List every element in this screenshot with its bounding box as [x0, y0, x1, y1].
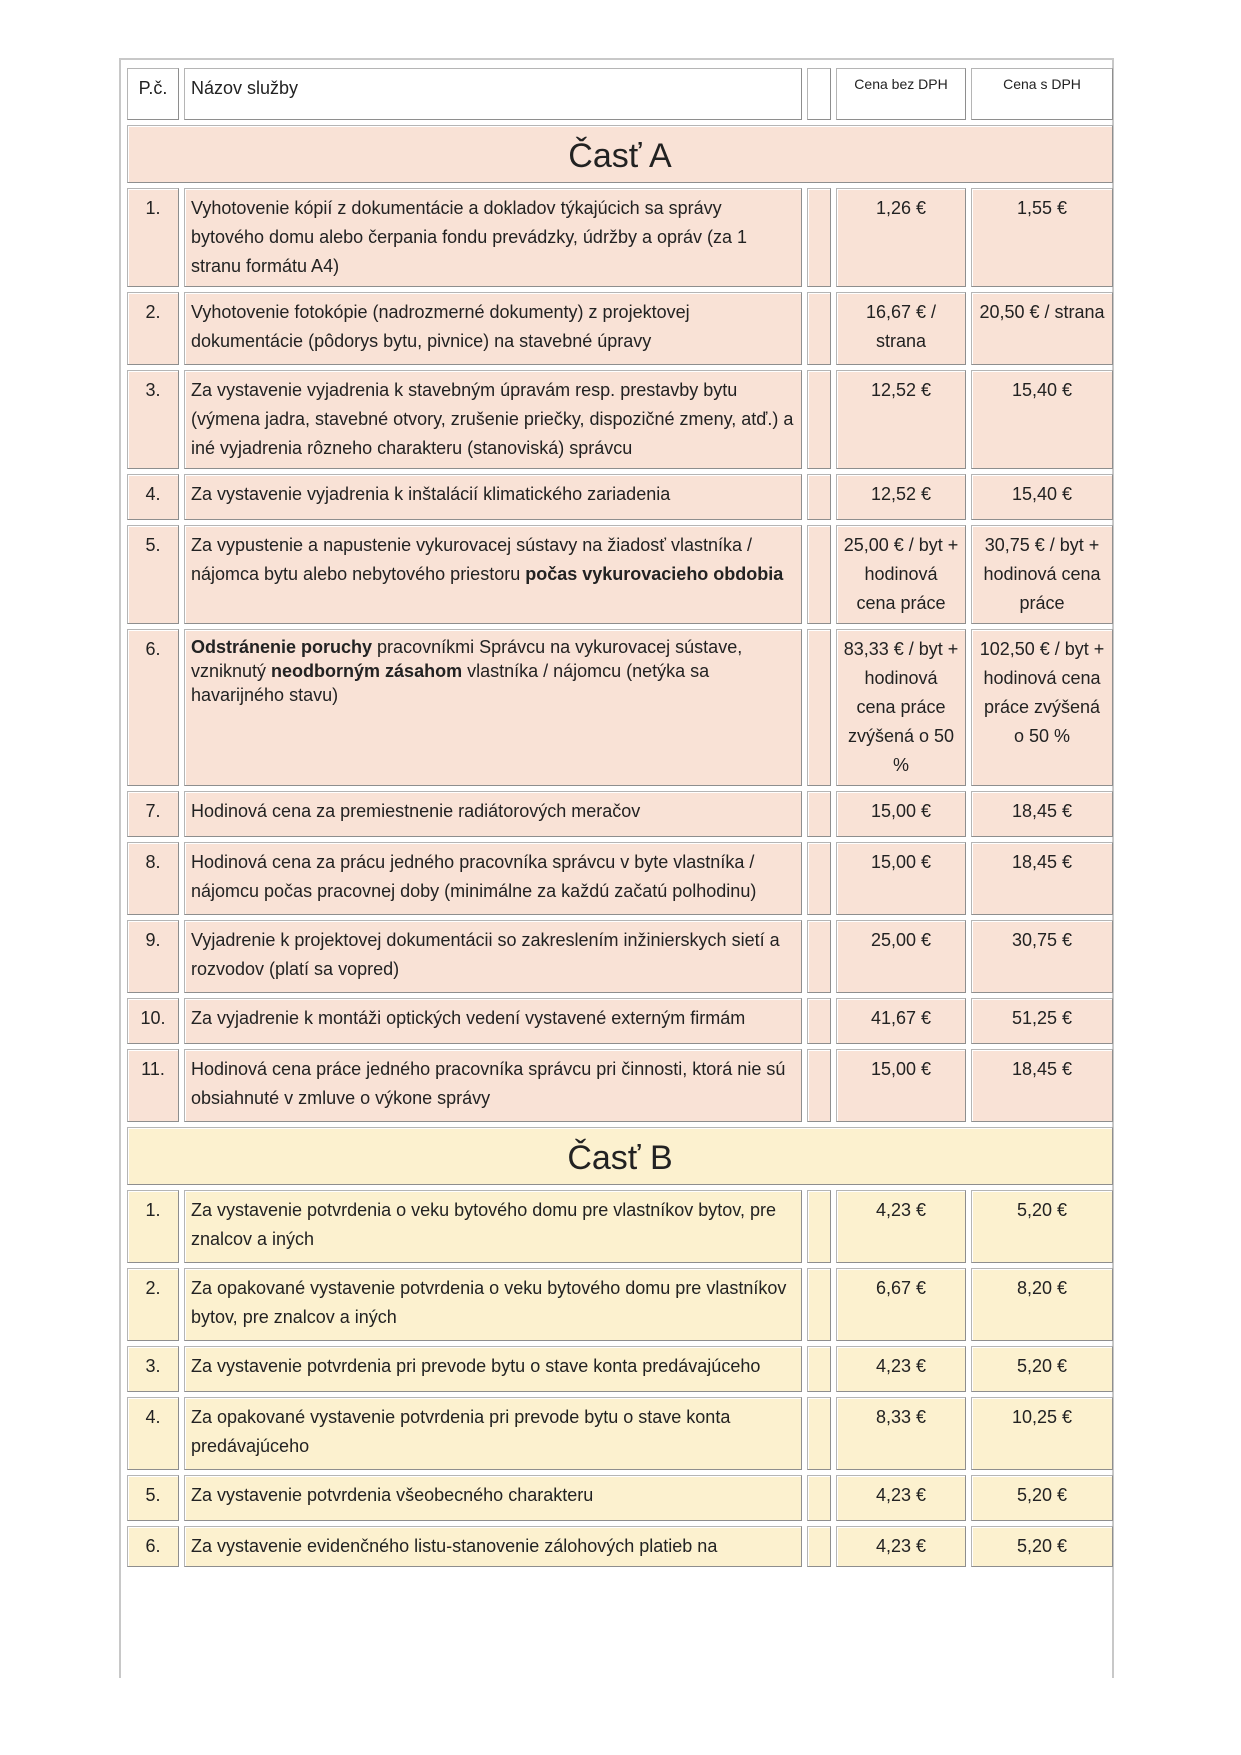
row-price-ex: 25,00 € / byt + hodinová cena práce — [836, 525, 966, 624]
row-price-inc: 51,25 € — [971, 998, 1113, 1044]
row-num: 9. — [127, 920, 179, 993]
row-price-inc: 5,20 € — [971, 1346, 1113, 1392]
row-price-ex: 1,26 € — [836, 188, 966, 287]
row-price-inc: 10,25 € — [971, 1397, 1113, 1470]
table-row — [127, 629, 1113, 786]
row-name-emphasis: počas vykurovacieho obdobia — [525, 564, 784, 584]
row-name: Za vystavenie potvrdenia pri prevode bytu o stave konta predávajúceho — [184, 1346, 802, 1392]
row-price-ex: 4,23 € — [836, 1475, 966, 1521]
header-row — [127, 68, 1113, 120]
row-price-ex: 15,00 € — [836, 842, 966, 915]
row-num: 11. — [127, 1049, 179, 1122]
row-name: Za vystavenie potvrdenia o veku bytového domu pre vlastníkov bytov, pre znalcov a iných — [184, 1190, 802, 1263]
row-price-inc: 20,50 € / strana — [971, 292, 1113, 365]
row-num: 4. — [127, 474, 179, 520]
row-num: 7. — [127, 791, 179, 837]
row-name-text: vlastníka / nájomcu (netýka sa havarijného stavu) — [191, 661, 710, 705]
row-price-ex: 12,52 € — [836, 474, 966, 520]
row-spacer — [807, 842, 831, 915]
row-name-text: pracovníkmi Správcu na vykurovacej sústave, vzniknutý — [191, 637, 743, 681]
row-name: Hodinová cena za prácu jedného pracovníka správcu v byte vlastníka / nájomcu počas pracovnej doby (minimálne za každú začatú polhodinu) — [184, 842, 802, 915]
table-row — [127, 791, 1113, 837]
row-price-inc: 102,50 € / byt + hodinová cena práce zvýšená o 50 % — [971, 629, 1113, 786]
table-row — [127, 1475, 1113, 1521]
row-num: 1. — [127, 1190, 179, 1263]
row-num: 6. — [127, 1526, 179, 1567]
table-row — [127, 525, 1113, 624]
row-name: Za vystavenie vyjadrenia k stavebným úpravám resp. prestavby bytu (výmena jadra, stavebné otvory, zrušenie priečky, dispozičné zmeny, atď.) a iné vyjadrenia rôzneho charakteru (stanoviská) správcu — [184, 370, 802, 469]
section-b-title: Časť B — [127, 1127, 1113, 1185]
row-num: 2. — [127, 1268, 179, 1341]
row-name: Hodinová cena za premiestnenie radiátorových meračov — [184, 791, 802, 837]
row-spacer — [807, 525, 831, 624]
row-name: Za vyjadrenie k montáži optických vedení vystavené externým firmám — [184, 998, 802, 1044]
table-row — [127, 370, 1113, 469]
row-num: 6. — [127, 629, 179, 786]
table-row — [127, 1397, 1113, 1470]
row-spacer — [807, 920, 831, 993]
row-price-ex: 83,33 € / byt + hodinová cena práce zvýšená o 50 % — [836, 629, 966, 786]
row-price-ex: 6,67 € — [836, 1268, 966, 1341]
row-price-ex: 41,67 € — [836, 998, 966, 1044]
table-row — [127, 1190, 1113, 1263]
table-row — [127, 474, 1113, 520]
row-spacer — [807, 998, 831, 1044]
header-spacer — [807, 68, 831, 120]
row-spacer — [807, 1049, 831, 1122]
row-spacer — [807, 370, 831, 469]
row-name: Za vystavenie vyjadrenia k inštalácií klimatického zariadenia — [184, 474, 802, 520]
row-name — [184, 525, 802, 624]
row-spacer — [807, 1346, 831, 1392]
row-num: 4. — [127, 1397, 179, 1470]
row-name: Za vystavenie potvrdenia všeobecného charakteru — [184, 1475, 802, 1521]
row-price-inc: 30,75 € / byt + hodinová cena práce — [971, 525, 1113, 624]
row-name — [184, 629, 802, 786]
row-price-ex: 16,67 € / strana — [836, 292, 966, 365]
section-a-title: Časť A — [127, 125, 1113, 183]
row-name: Za vystavenie evidenčného listu-stanovenie zálohových platieb na — [184, 1526, 802, 1567]
table-row — [127, 920, 1113, 993]
header-num: P.č. — [127, 68, 179, 120]
table-row — [127, 1268, 1113, 1341]
row-price-inc: 15,40 € — [971, 474, 1113, 520]
row-num: 3. — [127, 370, 179, 469]
price-list-table — [122, 63, 1118, 1572]
row-name: Hodinová cena práce jedného pracovníka správcu pri činnosti, ktorá nie sú obsiahnuté v zmluve o výkone správy — [184, 1049, 802, 1122]
row-spacer — [807, 474, 831, 520]
section-b-heading-row — [127, 1127, 1113, 1185]
table-row — [127, 188, 1113, 287]
row-name: Vyhotovenie kópií z dokumentácie a dokladov týkajúcich sa správy bytového domu alebo čerpania fondu prevádzky, údržby a opráv (za 1 stranu formátu A4) — [184, 188, 802, 287]
row-price-ex: 8,33 € — [836, 1397, 966, 1470]
row-spacer — [807, 1397, 831, 1470]
row-name-emphasis: Odstránenie poruchy — [191, 637, 373, 657]
row-price-ex: 15,00 € — [836, 791, 966, 837]
row-spacer — [807, 1268, 831, 1341]
row-num: 10. — [127, 998, 179, 1044]
row-num: 2. — [127, 292, 179, 365]
row-name: Vyhotovenie fotokópie (nadrozmerné dokumenty) z projektovej dokumentácie (pôdorys bytu, pivnice) na stavebné úpravy — [184, 292, 802, 365]
row-spacer — [807, 1475, 831, 1521]
row-name: Za opakované vystavenie potvrdenia o veku bytového domu pre vlastníkov bytov, pre znalcov a iných — [184, 1268, 802, 1341]
table-row — [127, 1346, 1113, 1392]
row-price-ex: 4,23 € — [836, 1346, 966, 1392]
row-price-ex: 4,23 € — [836, 1190, 966, 1263]
row-spacer — [807, 1190, 831, 1263]
header-name: Názov služby — [184, 68, 802, 120]
row-spacer — [807, 629, 831, 786]
row-price-ex: 25,00 € — [836, 920, 966, 993]
table-row — [127, 842, 1113, 915]
row-num: 8. — [127, 842, 179, 915]
header-price-inc: Cena s DPH — [971, 68, 1113, 120]
row-price-inc: 30,75 € — [971, 920, 1113, 993]
section-a-heading-row — [127, 125, 1113, 183]
row-name-text: Za vypustenie a napustenie vykurovacej sústavy na žiadosť vlastníka / nájomca bytu alebo nebytového priestoru — [191, 535, 753, 584]
row-spacer — [807, 188, 831, 287]
table-row — [127, 998, 1113, 1044]
row-price-ex: 12,52 € — [836, 370, 966, 469]
row-price-inc: 8,20 € — [971, 1268, 1113, 1341]
row-spacer — [807, 292, 831, 365]
row-price-inc: 1,55 € — [971, 188, 1113, 287]
row-spacer — [807, 1526, 831, 1567]
row-name: Za opakované vystavenie potvrdenia pri prevode bytu o stave konta predávajúceho — [184, 1397, 802, 1470]
row-price-inc: 5,20 € — [971, 1475, 1113, 1521]
row-name: Vyjadrenie k projektovej dokumentácii so zakreslením inžinierskych sietí a rozvodov (platí sa vopred) — [184, 920, 802, 993]
row-price-inc: 18,45 € — [971, 842, 1113, 915]
row-name-emphasis: neodborným zásahom — [271, 661, 463, 681]
row-price-inc: 18,45 € — [971, 791, 1113, 837]
row-price-inc: 5,20 € — [971, 1526, 1113, 1567]
table-row — [127, 292, 1113, 365]
row-num: 5. — [127, 1475, 179, 1521]
row-price-inc: 5,20 € — [971, 1190, 1113, 1263]
row-price-inc: 15,40 € — [971, 370, 1113, 469]
row-num: 3. — [127, 1346, 179, 1392]
row-num: 1. — [127, 188, 179, 287]
table-row — [127, 1526, 1113, 1567]
row-price-ex: 4,23 € — [836, 1526, 966, 1567]
row-num: 5. — [127, 525, 179, 624]
row-spacer — [807, 791, 831, 837]
header-price-ex: Cena bez DPH — [836, 68, 966, 120]
row-price-inc: 18,45 € — [971, 1049, 1113, 1122]
row-price-ex: 15,00 € — [836, 1049, 966, 1122]
table-row — [127, 1049, 1113, 1122]
